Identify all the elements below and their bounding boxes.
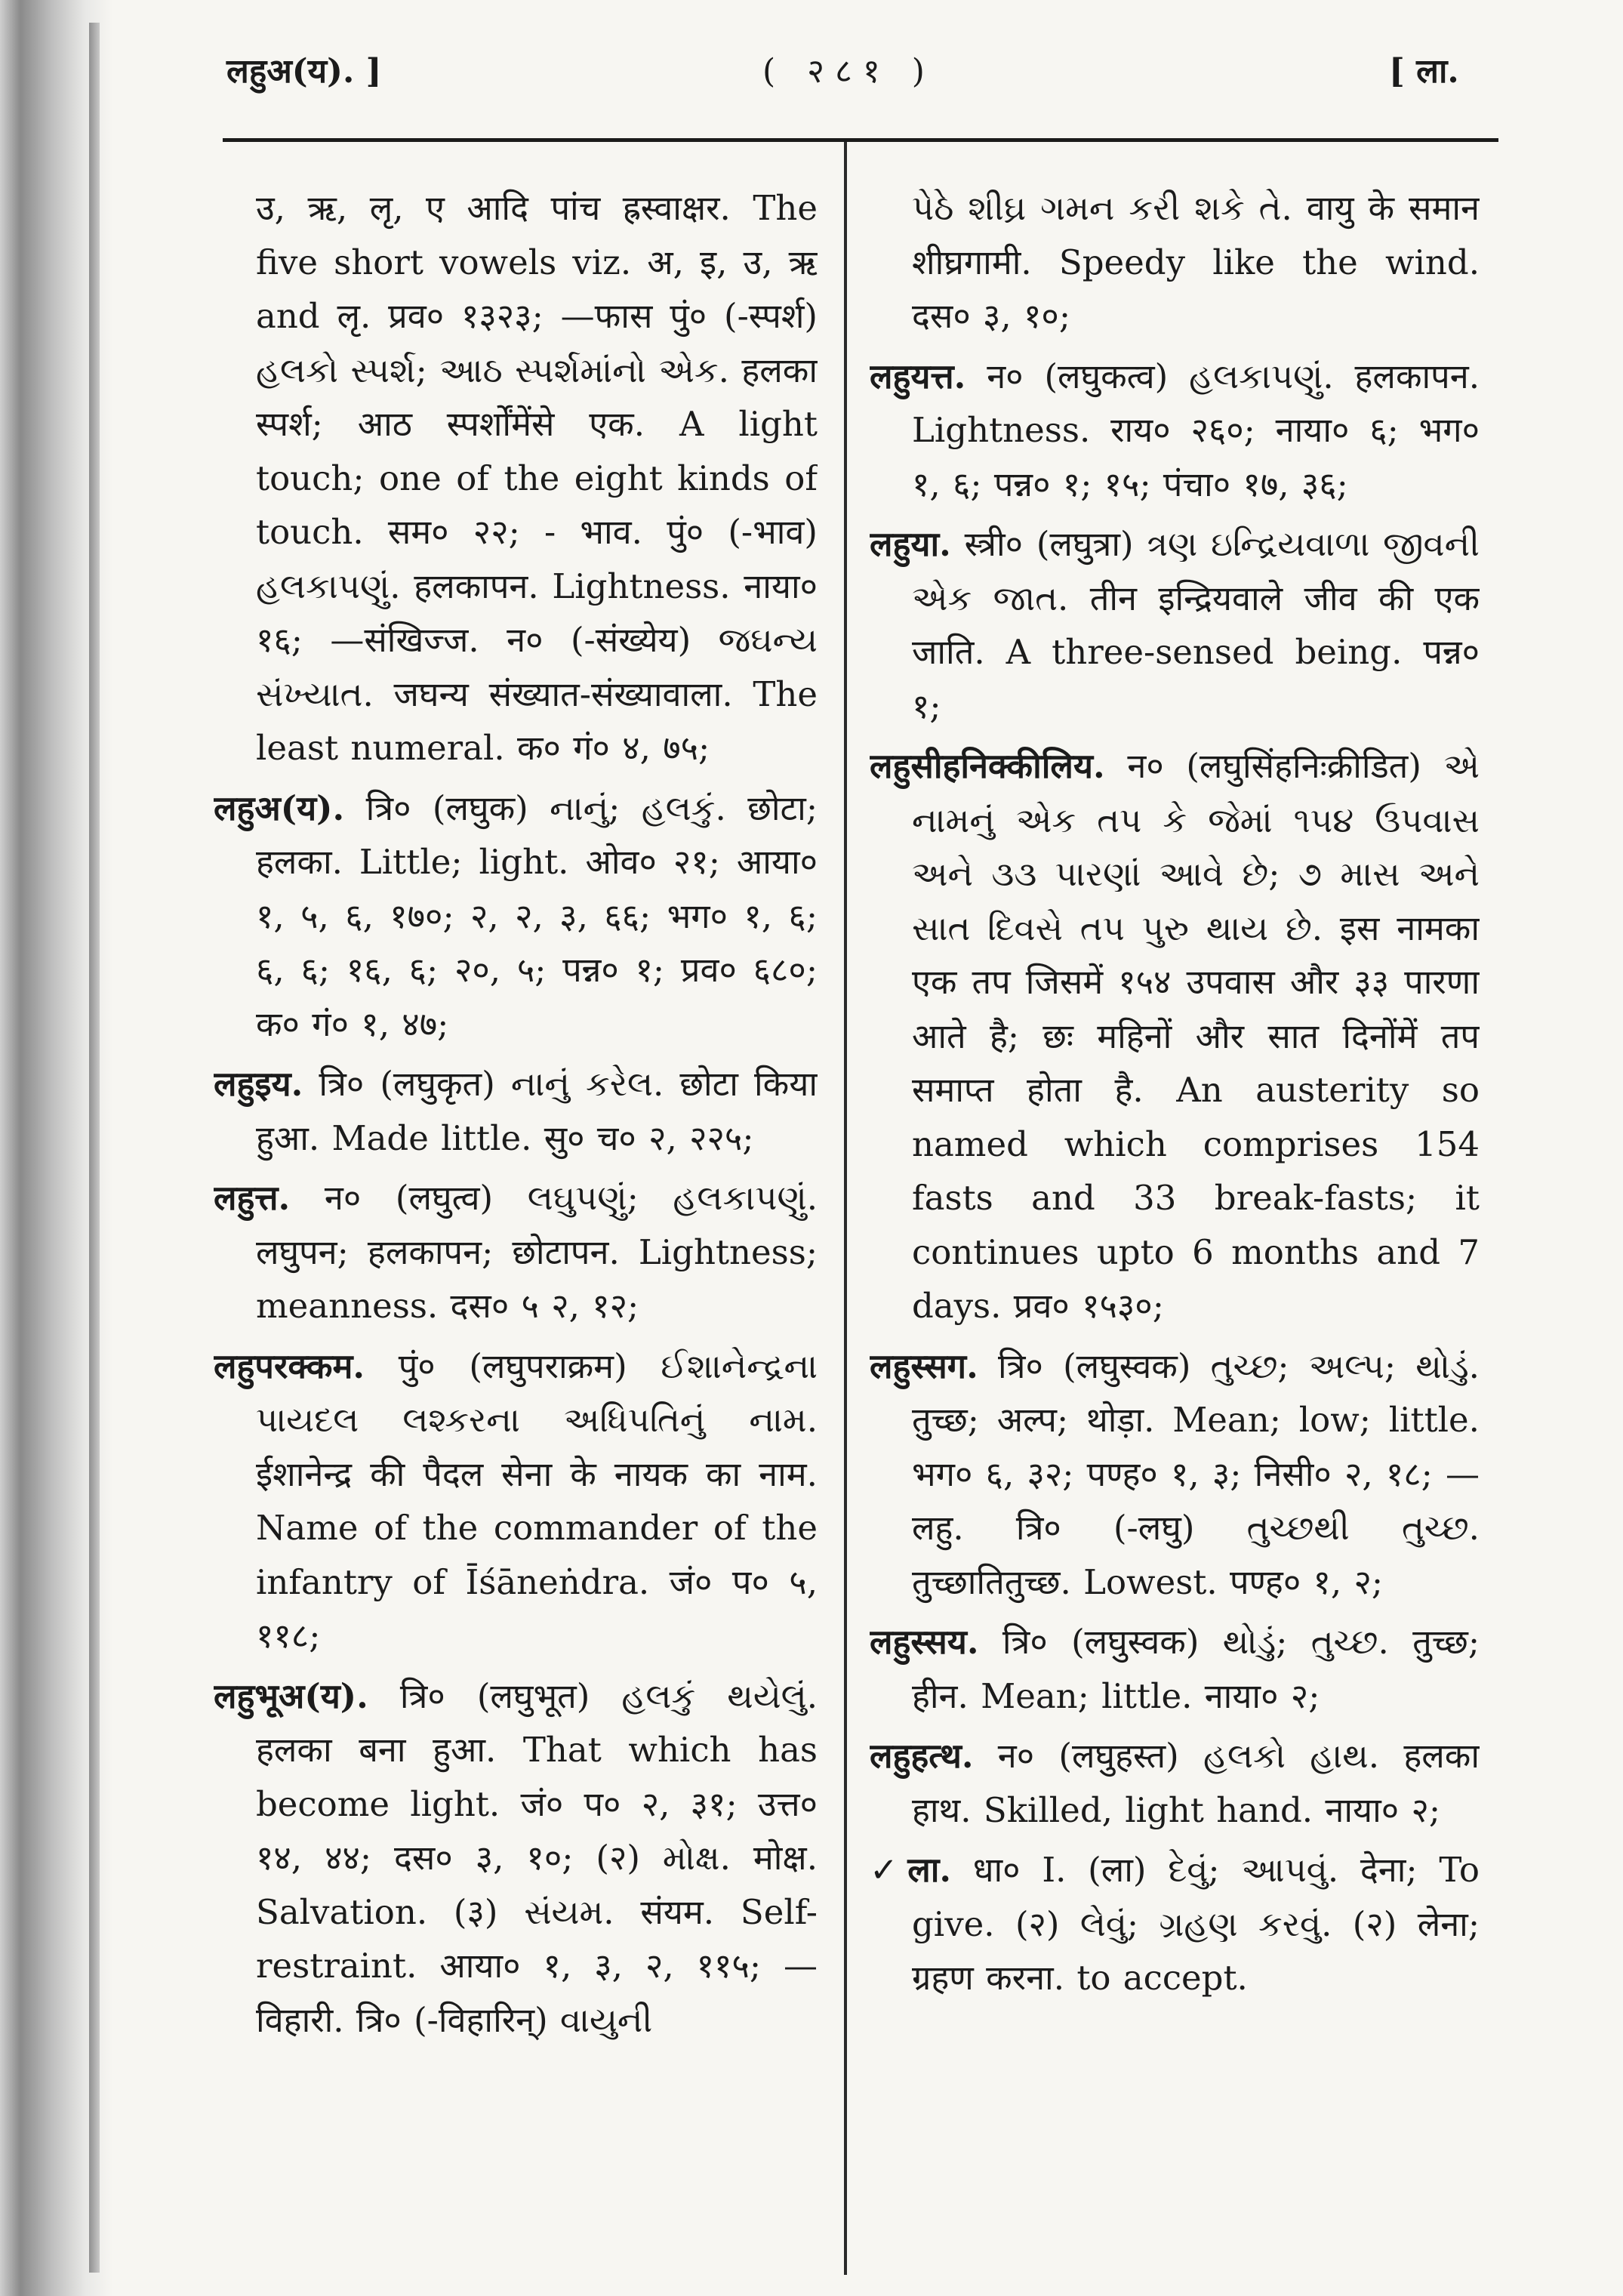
dictionary-entry bbox=[870, 350, 1480, 512]
entry-headword: लहुइय. bbox=[214, 1064, 303, 1104]
entry-text: त्रि० (लघुस्वक) તુચ્છ; અલ્પ; થોડું. तुच्छ; अल्प; थोड़ा. Mean; low; little. भग० ६, ३२; पण्ह० १, ३; निसी० २, १८; —लहु. त्रि० (-लघु) તુચ્છથી તુચ્છ. तुच्छातितुच्छ. Lowest. पण्ह० १, २; bbox=[912, 1345, 1480, 1602]
entry-text: न० (लघुकत्व) હલકાપણું. हलकापन. Lightness. राय० २६०; नाया० ६; भग० १, ६; पन्न० १; १५; पंचा० १७, ३६; bbox=[912, 356, 1480, 504]
entry-text: पुं० (लघुपराक्रम) ઈશાનેન્દ્રના પાયદલ લશ્કરના અધિપતિનું નામ. ईशानेन्द्र की पैदल सेना के नायक का नाम. Name of the commander of the infantry of Īśāneṅdra. जं० प० ५, ११८; bbox=[256, 1345, 818, 1656]
header-rule bbox=[223, 138, 1498, 142]
entry-headword: लहुत्त. bbox=[214, 1178, 291, 1218]
dictionary-entry bbox=[870, 1843, 1480, 2005]
entry-text: त्रि० (लघुस्वक) થોડું; તુચ્છ. तुच्छ; हीन. Mean; little. नाया० २; bbox=[912, 1622, 1480, 1716]
dictionary-entry bbox=[870, 1339, 1480, 1610]
entry-headword: लहुया. bbox=[870, 524, 951, 564]
dictionary-entry bbox=[214, 1339, 818, 1663]
dictionary-entry bbox=[214, 1669, 818, 2048]
right-column bbox=[870, 181, 1480, 2295]
entry-headword: लहुस्सग. bbox=[870, 1345, 978, 1386]
dictionary-entry bbox=[870, 1615, 1480, 1723]
column-divider bbox=[844, 142, 847, 2275]
page-binding-edge bbox=[89, 23, 100, 2273]
entry-headword: लहुभूअ(य). bbox=[214, 1675, 368, 1716]
entry-text: उ, ऋ, लृ, ए आदि पांच ह्रस्वाक्षर. The five short vowels viz. अ, इ, उ, ऋ and लृ. प्रव० १३२३; —फास पुं० (-स्पर्श) હલકો સ્પર્શ; આઠ સ્પર્શમાંનો એક. हलका स्पर्श; आठ स्पर्शोंमेंसे एक. A light touch; one of the eight kinds of touch. सम० २२; - भाव. पुं० (-भाव) હલકાપણું. हलकापन. Lightness. नाया० १६; —संखिज्ज. न० (-संख्येय) જઘન્ય સંખ્યાત. जघन्य संख्यात-संख्यावाला. The least numeral. क० गं० ४, ७५; bbox=[256, 188, 818, 768]
dictionary-entry bbox=[214, 181, 818, 775]
entry-headword: लहुपरक्कम. bbox=[214, 1345, 365, 1386]
entry-text: त्रि० (लघुकृत) નાનું કરેલ. छोटा किया हुआ. Made little. सु० च० २, २२५; bbox=[256, 1064, 818, 1158]
running-head-left: लहुअ(य). ] bbox=[226, 52, 382, 91]
entry-headword: ला. bbox=[907, 1850, 952, 1890]
entry-text: स्त्री० (लघुत्रा) ત્રણ ઇન્દ્રિયવાળા જીવની એક જાત. तीन इन्द्रियवाले जीव की एक जाति. A three-sensed being. पन्न० १; bbox=[912, 524, 1480, 726]
dictionary-entry bbox=[870, 739, 1480, 1333]
dictionary-entry bbox=[214, 1057, 818, 1165]
entry-text: न० (लघुसिंहनिःक्रीडित) એ નામનું એક તપ કે જેમાં ૧૫૪ ઉપવાસ અને ૩૩ પારણાં આવે છે; ૭ માસ અને સાત દિવસે તપ પુરુ થાય છે. इस नामका एक तप जिसमें १५४ उपवास और ३३ पारणा आते है; छः महिनों और सात दिनोंमें तप समाप्त होता है. An austerity so named which comprises 154 fasts and 33 break-fasts; it continues upto 6 months and 7 days. प्रव० १५३०; bbox=[912, 746, 1480, 1326]
entry-text: त्रि० (लघुभूत) હલકું થયેલું. हलका बना हुआ. That which has become light. जं० प० २, ३१; उत्त० १४, ४४; दस० ३, १०; (२) મોક્ષ. मोक्ष. Salvation. (३) સંયમ. संयम. Self-restraint. आया० १, ३, २, ११५; —विहारी. त्रि० (-विहारिन्) વાયુની bbox=[256, 1675, 818, 2040]
page-number: ( २८१ ) bbox=[762, 52, 935, 91]
dictionary-entry bbox=[214, 781, 818, 1052]
entry-text: પેઠે શીઘ્ર ગમન કરી શકે તે. वायु के समान शीघ्रगामी. Speedy like the wind. दस० ३, १०; bbox=[912, 188, 1480, 336]
dictionary-entry bbox=[870, 181, 1480, 344]
check-mark-icon: ✓ bbox=[870, 1850, 908, 1890]
dictionary-entry bbox=[870, 1729, 1480, 1837]
entry-text: त्रि० (लघुक) નાનું; હલકું. छोटा; हलका. Little; light. ओव० २१; आया० १, ५, ६, १७०; २, २, ३, ६६; भग० १, ६; ६, ६; १६, ६; २०, ५; पन्न० १; प्रव० ६८०; क० गं० १, ४७; bbox=[256, 787, 818, 1044]
entry-headword: लहुहत्थ. bbox=[870, 1736, 974, 1776]
entry-headword: लहुअ(य). bbox=[214, 787, 345, 828]
running-head-right: [ ला. bbox=[1389, 52, 1459, 91]
entry-headword: लहुस्सय. bbox=[870, 1622, 979, 1662]
entry-text: न० (लघुत्व) લઘુપણું; હલકાપણું. लघुपन; हलकापन; छोटापन. Lightness; meanness. दस० ५ २, १२; bbox=[256, 1178, 818, 1326]
entry-text: न० (लघुहस्त) હલકો હાથ. हलका हाथ. Skilled, light hand. नाया० २; bbox=[912, 1736, 1480, 1830]
entry-text: धा० I. (ला) દેવું; આપવું. देना; To give. (२) લેવું; ગ્રહણ કરવું. (२) लेना; ग्रहण करना. to accept. bbox=[912, 1850, 1480, 1998]
entry-headword: लहुसीहनिक्कीलिय. bbox=[870, 746, 1105, 786]
left-column bbox=[214, 181, 818, 2295]
dictionary-entry bbox=[214, 1171, 818, 1333]
dictionary-entry bbox=[870, 517, 1480, 733]
entry-headword: लहुयत्त. bbox=[870, 356, 966, 396]
